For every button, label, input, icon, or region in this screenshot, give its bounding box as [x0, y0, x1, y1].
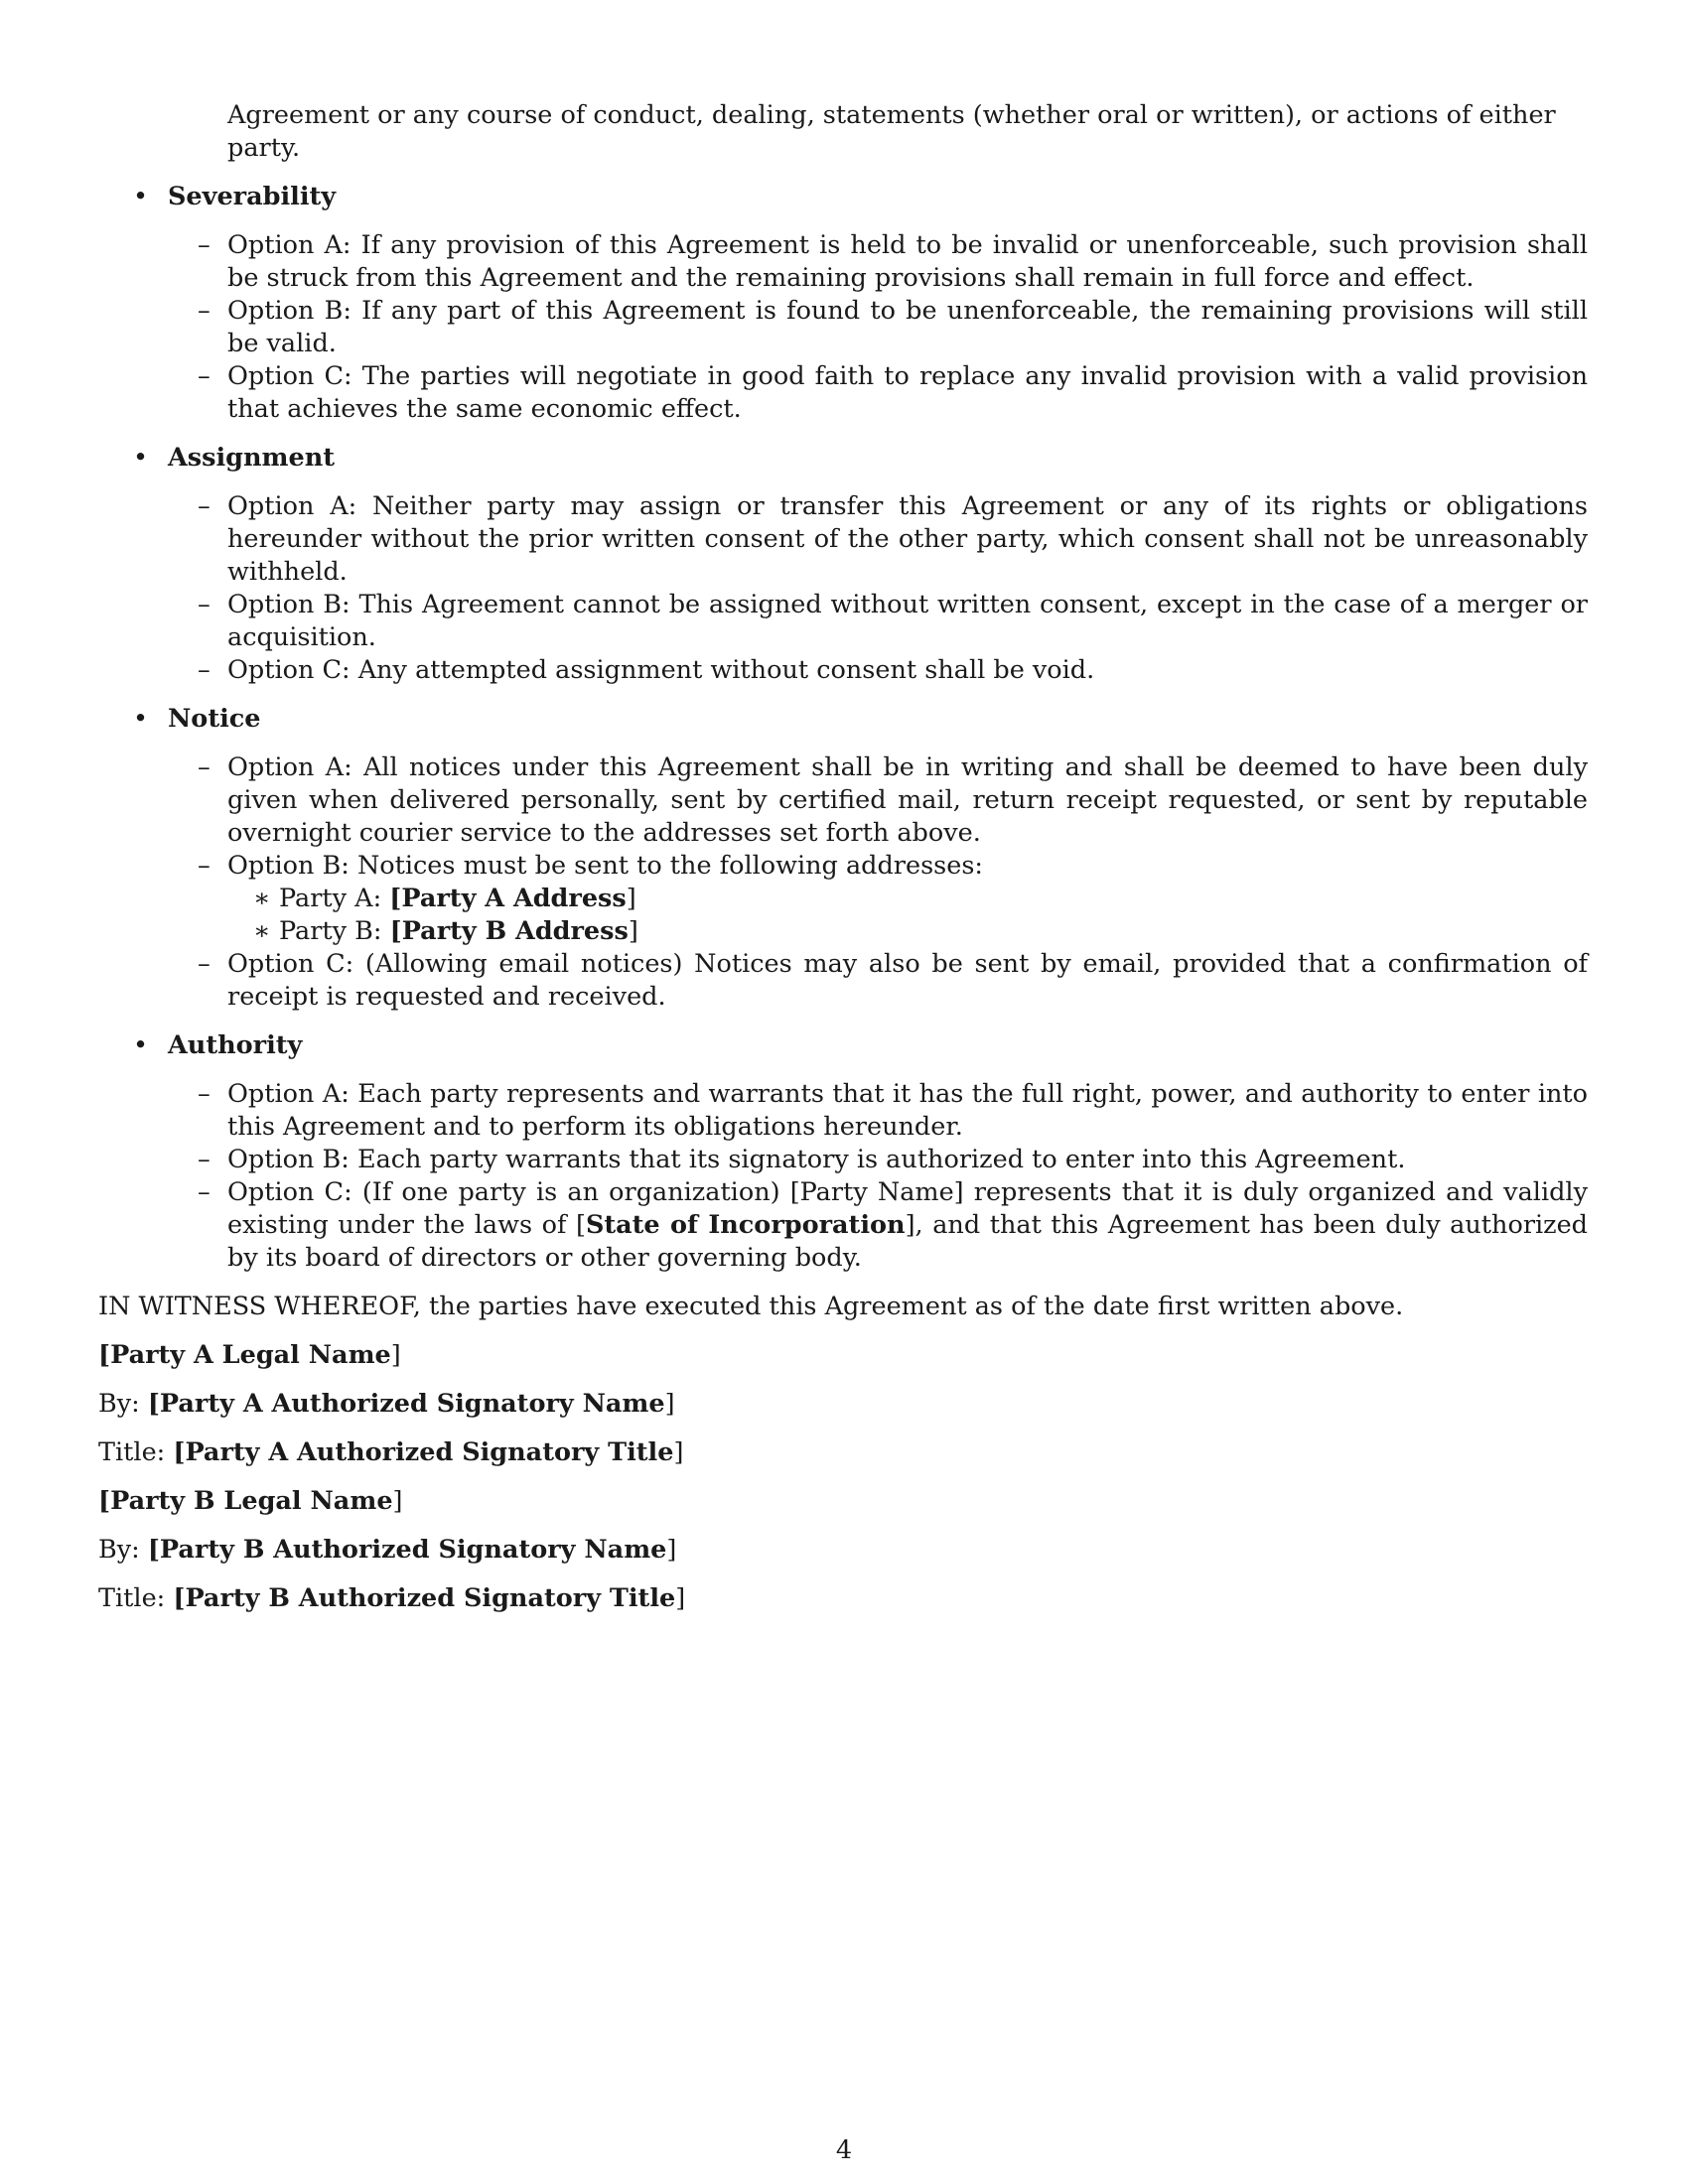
option-item — [198, 948, 1588, 1014]
option-text: Option A: All notices under this Agreement shall be in writing and shall be deemed to have been duly given when delivered personally, sent by certified mail, return receipt requested, or sent by reputable overnight courier service to the addresses set forth above. — [227, 752, 1588, 848]
option-text: Option A: If any provision of this Agreement is held to be invalid or unenforceable, such provision shall be struck from this Agreement and the remaining provisions shall remain in full force and effect. — [227, 230, 1588, 293]
option-item — [198, 1078, 1588, 1144]
option-text: Option B: Each party warrants that its signatory is authorized to enter into this Agreement. — [227, 1145, 1406, 1174]
dash-icon: – — [198, 851, 211, 881]
option-text: Option B: If any part of this Agreement is found to be unenforceable, the remaining provisions will still be valid. — [227, 296, 1588, 358]
open-bracket: [ — [147, 1535, 160, 1565]
dash-icon: – — [198, 655, 211, 685]
open-bracket: [ — [147, 1389, 160, 1419]
option-list — [168, 490, 1588, 687]
open-bracket: [ — [98, 1486, 111, 1516]
party-a-title-value: Party A Authorized Signatory Title — [185, 1437, 674, 1467]
close-bracket: ] — [675, 1583, 686, 1613]
star-icon: ∗ — [253, 916, 271, 946]
option-list — [168, 229, 1588, 426]
party-a-title — [98, 1436, 1588, 1469]
dash-icon: – — [198, 361, 211, 391]
dash-icon: – — [198, 1079, 211, 1109]
open-bracket: [ — [173, 1583, 186, 1613]
address-label: Party B: — [279, 916, 390, 946]
option-text-post: , and that this Agreement has been duly authorized by its board of directors or other governing body. — [227, 1210, 1589, 1273]
dash-icon: – — [198, 491, 211, 521]
bullet-icon: • — [133, 1030, 149, 1060]
close-bracket: ] — [664, 1389, 675, 1419]
dash-icon: – — [198, 752, 211, 782]
address-item — [253, 883, 1588, 915]
option-item — [198, 490, 1588, 589]
option-item — [198, 850, 1588, 948]
document-page — [98, 99, 1588, 1631]
dash-icon: – — [198, 590, 211, 619]
option-item — [198, 295, 1588, 360]
by-label: By: — [98, 1535, 148, 1565]
section-title: Notice — [168, 704, 261, 734]
bullet-icon: • — [133, 443, 149, 473]
witness-clause: IN WITNESS WHEREOF, the parties have executed this Agreement as of the date first written above. — [98, 1292, 1404, 1321]
party-a-by — [98, 1388, 1588, 1421]
address-list — [227, 883, 1588, 948]
section-authority — [133, 1029, 1589, 1275]
option-text: Option B: This Agreement cannot be assigned without written consent, except in the case of a merger or acquisition. — [227, 590, 1588, 652]
party-a-by-value: Party A Authorized Signatory Name — [159, 1389, 665, 1419]
dash-icon: – — [198, 1177, 211, 1207]
option-text: Option A: Neither party may assign or transfer this Agreement or any of its rights or obligations hereunder without the prior written consent of the other party, which consent shall not be unreasonably withheld. — [227, 491, 1588, 587]
party-b-name-value: Party B Legal Name — [110, 1486, 393, 1516]
bullet-icon: • — [133, 182, 149, 211]
dash-icon: – — [198, 949, 211, 979]
option-item — [198, 654, 1588, 687]
option-text: Option A: Each party represents and warrants that it has the full right, power, and authority to enter into this Agreement and to perform its obligations hereunder. — [227, 1079, 1588, 1142]
close-bracket: ] — [628, 916, 638, 946]
star-icon: ∗ — [253, 884, 271, 913]
section-title: Assignment — [168, 443, 336, 473]
party-b-title — [98, 1582, 1588, 1615]
address-value: Party B Address — [401, 916, 629, 946]
party-b-by — [98, 1534, 1588, 1567]
party-b-name — [98, 1485, 1588, 1518]
state-placeholder: State of Incorporation — [585, 1210, 906, 1240]
close-bracket: ] — [626, 884, 636, 913]
close-bracket: ] — [905, 1210, 915, 1240]
close-bracket: ] — [666, 1535, 677, 1565]
address-value: Party A Address — [401, 884, 627, 913]
party-b-title-value: Party B Authorized Signatory Title — [185, 1583, 676, 1613]
option-item — [198, 751, 1588, 850]
option-item — [198, 589, 1588, 654]
party-b-by-value: Party B Authorized Signatory Name — [159, 1535, 667, 1565]
option-item — [198, 229, 1588, 295]
open-bracket: [ — [389, 884, 402, 913]
open-bracket: [ — [173, 1437, 186, 1467]
address-item — [253, 915, 1588, 948]
option-text: Option C: Any attempted assignment without consent shall be void. — [227, 655, 1095, 685]
title-label: Title: — [98, 1437, 174, 1467]
party-a-name — [98, 1339, 1588, 1372]
party-a-name-value: Party A Legal Name — [110, 1340, 391, 1370]
option-text: Option B: Notices must be sent to the following addresses: — [227, 851, 984, 881]
dash-icon: – — [198, 230, 211, 260]
section-severability — [133, 181, 1588, 426]
section-title: Severability — [168, 182, 337, 211]
address-label: Party A: — [279, 884, 390, 913]
open-bracket: [ — [98, 1340, 111, 1370]
option-item — [198, 1144, 1588, 1176]
close-bracket: ] — [392, 1486, 403, 1516]
section-assignment — [133, 442, 1588, 687]
option-text: Option C: (Allowing email notices) Notices may also be sent by email, provided that a confirmation of receipt is requested and received. — [227, 949, 1588, 1012]
dash-icon: – — [198, 296, 211, 326]
by-label: By: — [98, 1389, 148, 1419]
open-bracket: [ — [389, 916, 402, 946]
option-text: Option C: The parties will negotiate in good faith to replace any invalid provision with a valid provision that achieves the same economic effect. — [227, 361, 1588, 424]
open-bracket: [ — [575, 1210, 586, 1240]
section-title: Authority — [168, 1030, 303, 1060]
option-text-pre: Option C: (If one party is an organization) [Party Name] represents that it is duly organized and validly existing under the laws of — [227, 1177, 1588, 1240]
close-bracket: ] — [673, 1437, 684, 1467]
option-item — [198, 1176, 1589, 1275]
page-number: 4 — [835, 2135, 853, 2165]
close-bracket: ] — [390, 1340, 401, 1370]
option-list — [168, 751, 1588, 1014]
intro-continuation: Agreement or any course of conduct, dealing, statements (whether oral or written), or actions of either party. — [227, 100, 1556, 163]
bullet-icon: • — [133, 704, 149, 734]
section-notice — [133, 703, 1588, 1014]
option-item — [198, 360, 1588, 426]
option-list — [168, 1078, 1588, 1275]
title-label: Title: — [98, 1583, 174, 1613]
dash-icon: – — [198, 1145, 211, 1174]
